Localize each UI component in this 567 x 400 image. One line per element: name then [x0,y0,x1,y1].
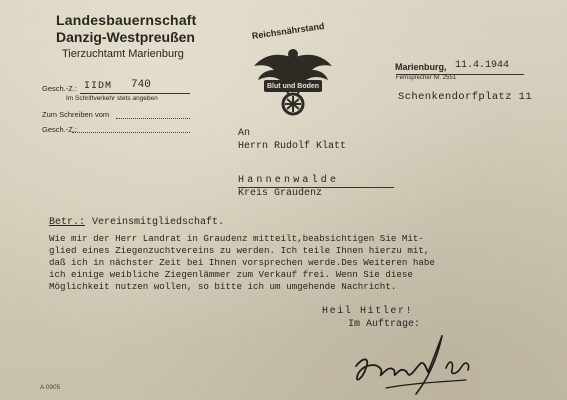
recipient-prefix: An [238,128,251,139]
organization-region: Danzig-Westpreußen [56,29,195,45]
recipient-name: Herrn Rudolf Klatt [238,141,347,152]
reference-label-2: Gesch.-Z.: [42,125,78,134]
recipient-district: Kreis Graudenz [238,188,323,199]
phone-number: Fernsprecher Nr. 2551 [396,75,457,81]
reference-number: 740 [131,79,151,91]
organization-office: Tierzuchtamt Marienburg [62,48,184,60]
on-behalf-label: Im Auftrage: [348,319,421,330]
reference-rule [80,93,190,94]
reference-rule-2 [72,132,190,133]
reference-code: IIDM [84,81,113,92]
emblem-title: Reichsnährstand [251,20,326,41]
place-label: Marienburg, [395,62,447,72]
emblem-motto: Blut und Boden [266,83,320,90]
reference-note: Im Schriftverkehr stets angeben [66,95,158,102]
organization-name: Landesbauernschaft [56,12,197,28]
street-address: Schenkendorfplatz 11 [398,91,533,103]
body-line: ich einige weibliche Ziegenlämmer zum Verkauf frei. Wenn Sie diese [49,269,413,280]
letter-of-label: Zum Schreiben vom [42,110,110,119]
subject-label: Betr.: [49,217,86,228]
body-line: daß ich in nächster Zeit bei Ihnen vorsprechen werde.Des Weiteren habe [49,257,435,268]
recipient-town: Hannenwalde [238,175,340,186]
subject-text: Vereinsmitgliedschaft. [92,217,225,228]
form-code: A 0905 [40,384,61,391]
reference-label: Gesch.-Z.: [42,84,78,93]
eagle-emblem-icon [250,30,336,124]
letter-date: 11.4.1944 [455,60,510,71]
handwritten-signature [346,328,506,400]
closing-greeting: Heil Hitler! [322,306,414,317]
letter-of-rule [116,118,190,119]
body-line: Möglichkeit nutzen wollen, so bitte ich um umgehende Nachricht. [49,281,397,292]
body-line: glied eines Ziegenzuchtvereins zu werden. Ich teile Ihnen hierzu mit, [49,245,430,256]
body-line: Wie mir der Herr Landrat in Graudenz mitteilt,beabsichtigen Sie Mit- [49,233,424,244]
